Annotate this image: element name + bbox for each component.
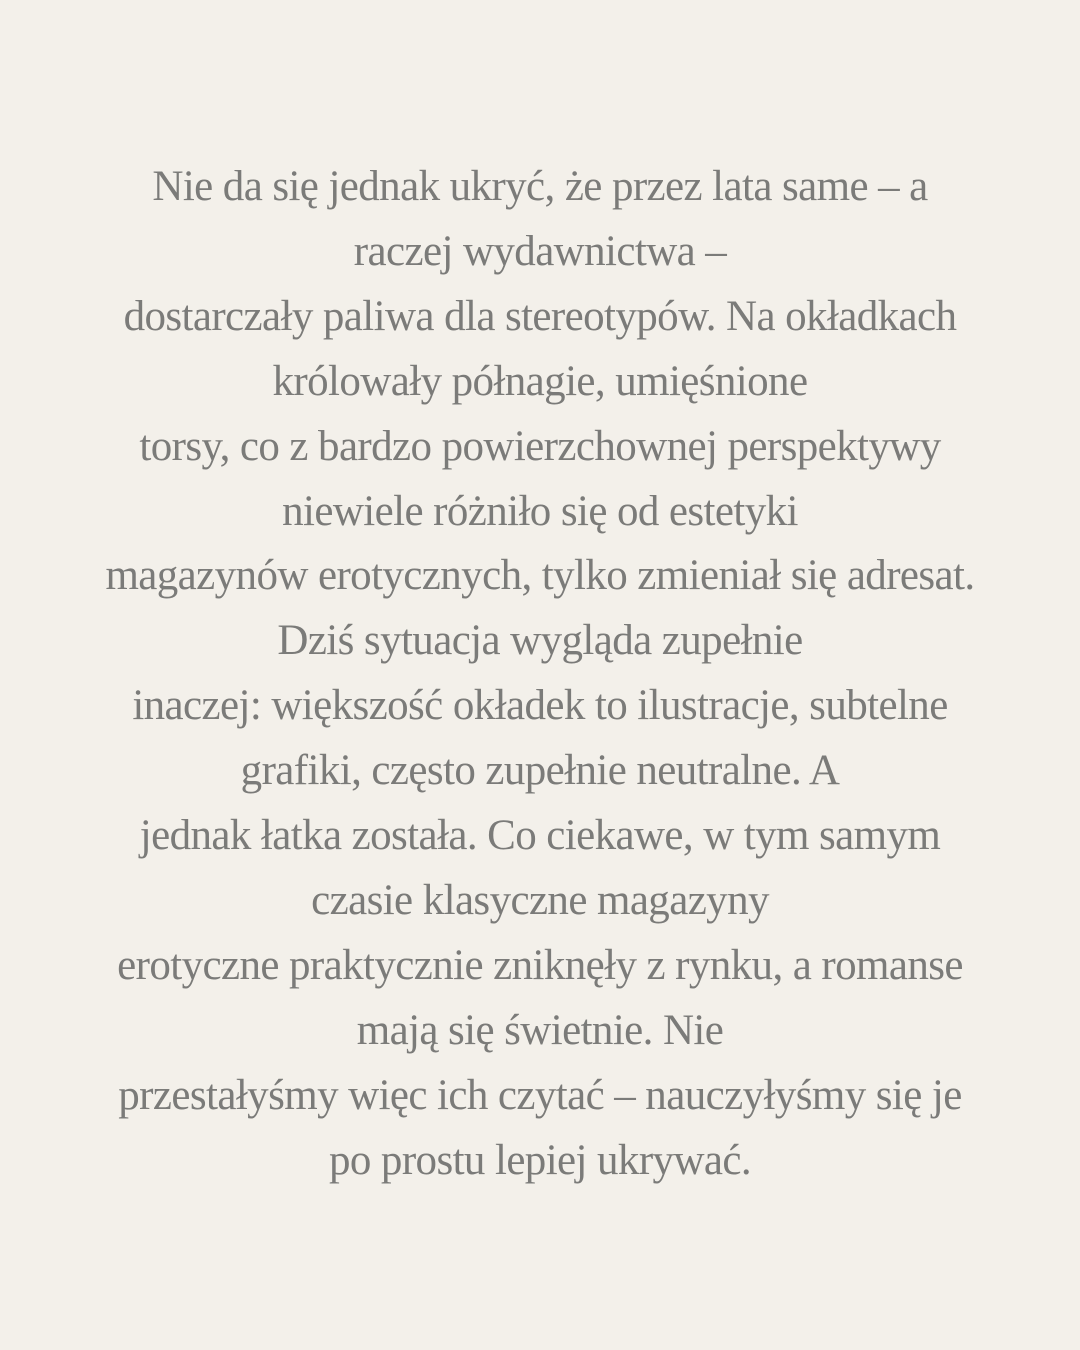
text-line: inaczej: większość okładek to ilustracje, subtelne — [132, 682, 948, 730]
text-line: po prostu lepiej ukrywać. — [328, 1136, 752, 1184]
text-line: dostarczały paliwa dla stereotypów. Na okładkach — [123, 292, 957, 340]
text-line: raczej wydawnictwa – — [353, 227, 727, 275]
text-line: niewiele różniło się od estetyki — [282, 487, 798, 535]
text-line: Dziś sytuacja wygląda zupełnie — [277, 617, 803, 665]
text-line: królowały półnagie, umięśnione — [272, 357, 808, 405]
text-line: przestałyśmy więc ich czytać – nauczyłyśmy się je — [118, 1071, 962, 1119]
text-line: Nie da się jednak ukryć, że przez lata same – a — [152, 163, 928, 210]
body-text — [40, 155, 1040, 1194]
text-line: grafiki, często zupełnie neutralne. A — [240, 747, 840, 795]
text-line: torsy, co z bardzo powierzchownej perspektywy — [139, 422, 941, 470]
text-line: mają się świetnie. Nie — [356, 1006, 724, 1054]
text-line: czasie klasyczne magazyny — [311, 876, 769, 924]
text-line: magazynów erotycznych, tylko zmieniał się adresat. — [105, 552, 975, 600]
text-line: erotyczne praktycznie zniknęły z rynku, a romanse — [117, 941, 963, 989]
text-line: jednak łatka została. Co ciekawe, w tym samym — [139, 812, 941, 860]
